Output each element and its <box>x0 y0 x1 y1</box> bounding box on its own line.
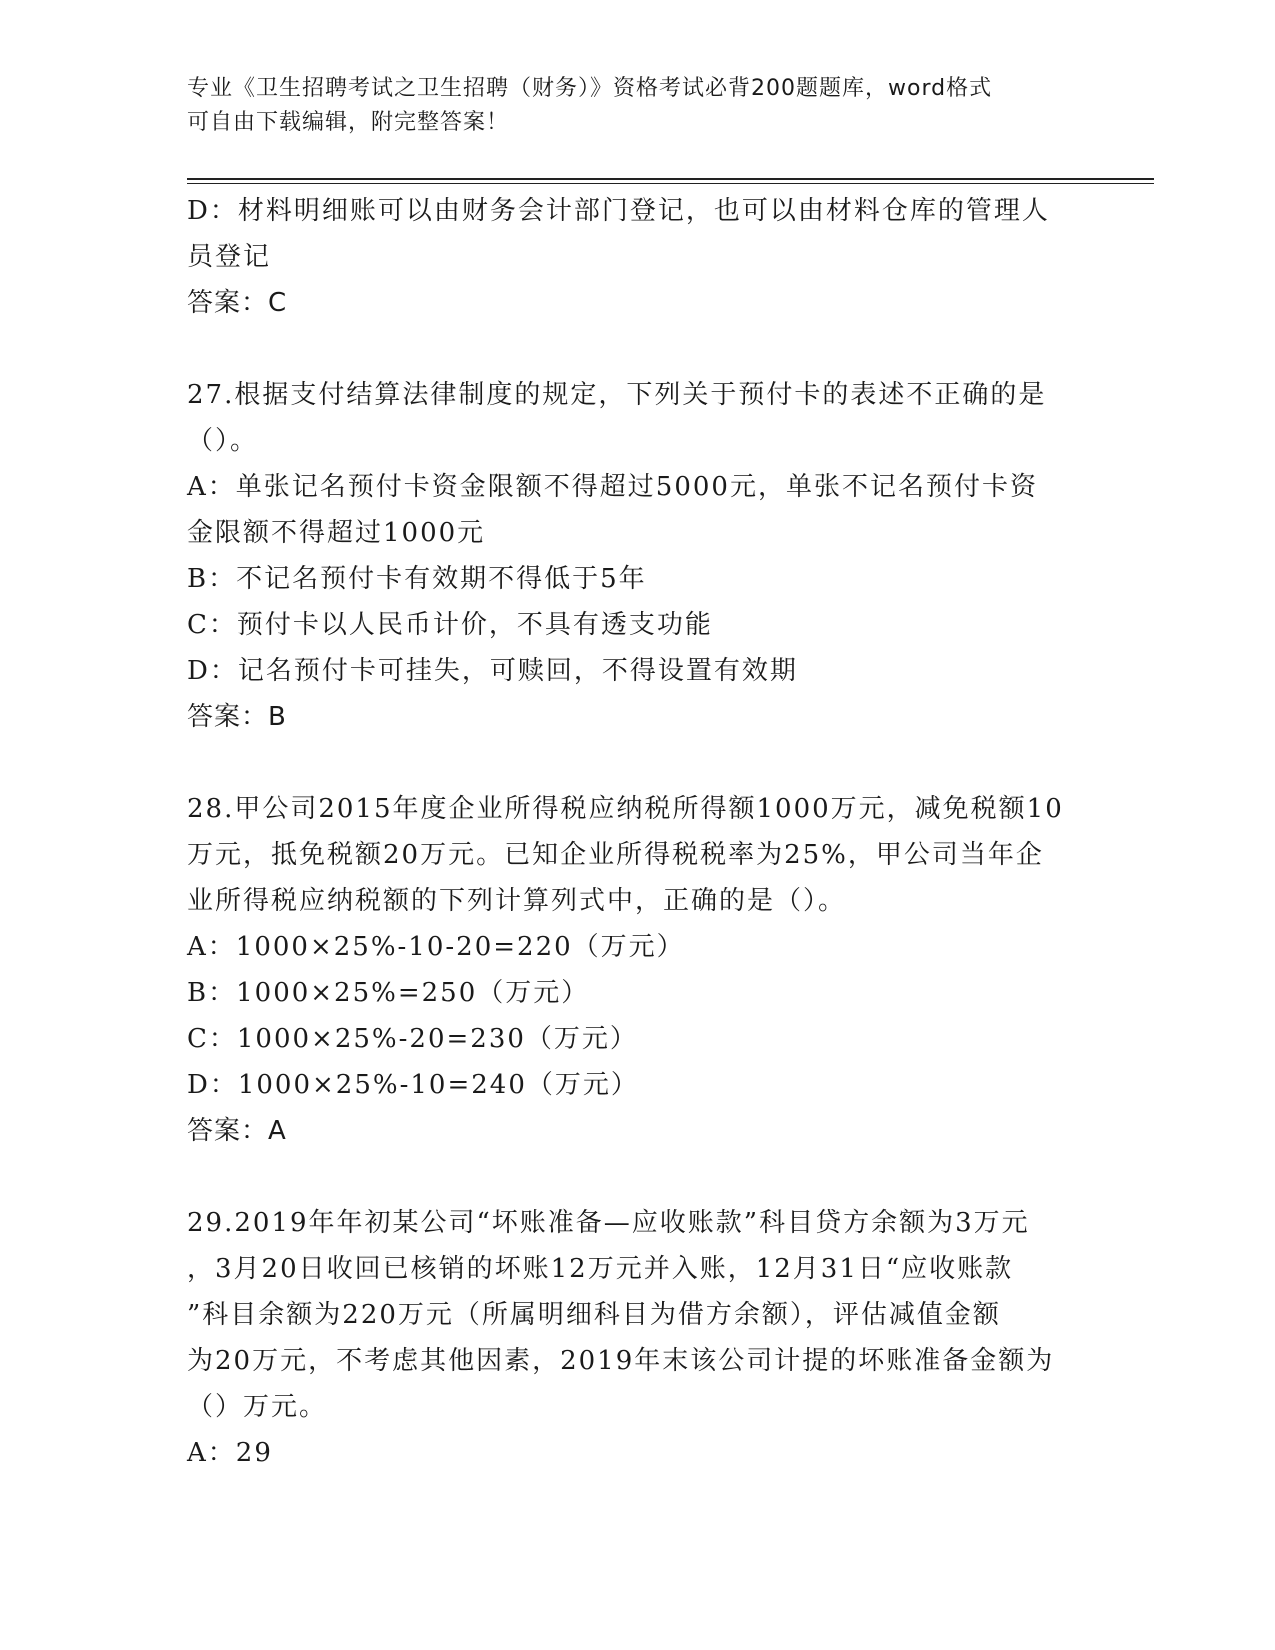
answer-label: 答案：A <box>187 1116 287 1146</box>
option-c: C：1000×25%-20=230（万元） <box>187 1024 638 1054</box>
spacer <box>187 1154 1087 1200</box>
question-stem-line-1: 28.甲公司2015年度企业所得税应纳税所得额1000万元，减免税额10 <box>187 794 1064 824</box>
question-stem-line-4: 为20万元，不考虑其他因素，2019年末该公司计提的坏账准备金额为 <box>187 1346 1055 1376</box>
question-stem-line-1: 27.根据支付结算法律制度的规定，下列关于预付卡的表述不正确的是 <box>187 380 1047 410</box>
question-stem-line-2: ，3月20日收回已核销的坏账12万元并入账，12月31日“应收账款 <box>187 1254 1014 1284</box>
header-title-line-1: 专业《卫生招聘考试之卫生招聘（财务）》资格考试必背200题题库，word格式 <box>187 76 993 101</box>
spacer <box>187 326 1087 372</box>
answer-label: 答案：B <box>187 702 287 732</box>
previous-question <box>187 188 1087 326</box>
question-stem-line-2: （）。 <box>187 426 259 456</box>
question-stem-line-5: （）万元。 <box>187 1392 328 1422</box>
header-divider-thick <box>187 178 1154 180</box>
question-27 <box>187 372 1087 740</box>
question-28 <box>187 786 1087 1154</box>
option-a-line-1: A：单张记名预付卡资金限额不得超过5000元，单张不记名预付卡资 <box>187 472 1038 502</box>
question-stem-line-2: 万元，抵免税额20万元。已知企业所得税税率为25%，甲公司当年企 <box>187 840 1044 870</box>
question-stem-line-1: 29.2019年年初某公司“坏账准备—应收账款”科目贷方余额为3万元 <box>187 1208 1030 1238</box>
answer-label: 答案：C <box>187 288 288 318</box>
question-stem-line-3: ”科目余额为220万元（所属明细科目为借方余额），评估减值金额 <box>187 1300 1001 1330</box>
question-content <box>187 188 1087 1476</box>
option-c: C：预付卡以人民币计价，不具有透支功能 <box>187 610 713 640</box>
question-29 <box>187 1200 1087 1476</box>
option-d-line-1: D：材料明细账可以由财务会计部门登记，也可以由材料仓库的管理人 <box>187 196 1050 226</box>
header-divider-thin <box>187 183 1154 184</box>
document-header <box>187 72 1067 140</box>
option-d: D：记名预付卡可挂失，可赎回，不得设置有效期 <box>187 656 798 686</box>
option-a: A：1000×25%-10-20=220（万元） <box>187 932 685 962</box>
option-b: B：1000×25%=250（万元） <box>187 978 590 1008</box>
question-stem-line-3: 业所得税应纳税额的下列计算列式中，正确的是（）。 <box>187 886 847 916</box>
option-d-line-2: 员登记 <box>187 242 272 272</box>
spacer <box>187 740 1087 786</box>
option-d: D：1000×25%-10=240（万元） <box>187 1070 639 1100</box>
option-a: A：29 <box>187 1438 273 1468</box>
option-b: B：不记名预付卡有效期不得低于5年 <box>187 564 647 594</box>
option-a-line-2: 金限额不得超过1000元 <box>187 518 486 548</box>
header-title-line-2: 可自由下载编辑，附完整答案！ <box>187 110 510 135</box>
